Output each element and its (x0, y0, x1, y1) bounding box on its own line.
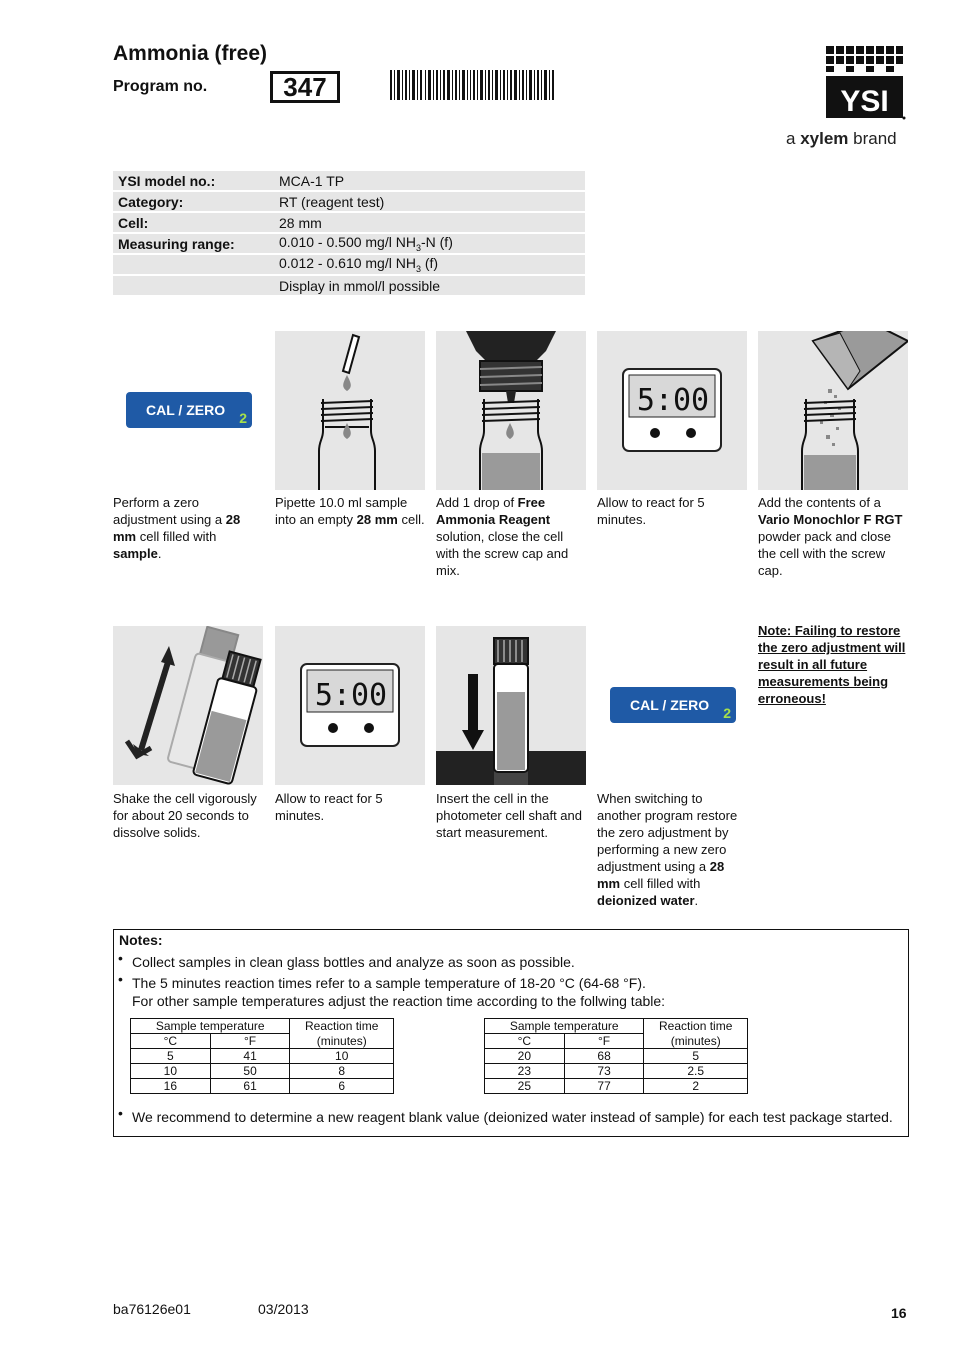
brand-suffix: brand (853, 129, 897, 148)
zero-adjustment-warning: Note: Failing to restore the zero adjustment will result in all future measurements being erroneous! (758, 623, 906, 706)
spec-key: Cell: (113, 213, 274, 232)
program-label: Program no. (113, 78, 208, 95)
spec-row (113, 234, 585, 253)
table-row: 5 41 10 (131, 1049, 394, 1064)
timer-image-1 (597, 331, 747, 490)
range-suffix: (f) (420, 255, 439, 272)
spec-key (113, 255, 274, 274)
col-header: Sample temperature (131, 1019, 290, 1034)
spec-value: RT (reagent test) (274, 192, 585, 211)
range-suffix: -N (f) (420, 234, 453, 251)
table-row: 10 50 8 (131, 1064, 394, 1079)
step-8-caption: Insert the cell in the photometer cell shaft and start measurement. (436, 791, 582, 840)
note-item: Collect samples in clean glass bottles and analyze as soon as possible. (132, 954, 575, 970)
spec-row (113, 171, 585, 190)
bullet-icon: • (118, 950, 123, 966)
range-text: 0.012 - 0.610 mg/l NH (279, 255, 416, 272)
spec-value: 28 mm (274, 213, 585, 232)
step-5-caption: Add the contents of a Vario Monochlor F RGT powder pack and close the cell with the screw cap. (758, 495, 903, 578)
table-row: 16 61 6 (131, 1079, 394, 1094)
spec-value: Display in mmol/l possible (274, 276, 585, 295)
step-1-caption: Perform a zero adjustment using a 28 mm cell filled with sample. (113, 495, 241, 561)
cal-zero-label: CAL / ZERO (630, 697, 710, 713)
note-item: For other sample temperatures adjust the reaction time according to the follwing table: (132, 993, 666, 1009)
powder-pack-image (758, 331, 908, 490)
step-3-caption: Add 1 drop of Free Ammonia Reagent solution, close the cell with the screw cap and mix. (436, 495, 569, 578)
step-4-caption: Allow to react for 5 minutes. (597, 495, 705, 527)
bullet-icon: • (118, 1105, 123, 1121)
step-7-caption: Allow to react for 5 minutes. (275, 791, 383, 823)
spec-value (274, 255, 585, 274)
spec-key: Category: (113, 192, 274, 211)
pipette-image (275, 331, 425, 490)
pipette-icon (275, 331, 425, 490)
cal-zero-button (126, 392, 252, 428)
ysi-logo-icon (826, 46, 906, 122)
table-row: 20 68 5 (485, 1049, 748, 1064)
col-header: Reaction time (644, 1019, 748, 1034)
page-title: Ammonia (free) (113, 42, 268, 65)
temperature-table-right (484, 1018, 748, 1094)
spec-value: MCA-1 TP (274, 171, 585, 190)
range-text: 0.010 - 0.500 mg/l NH (279, 234, 416, 251)
step-6-caption: Shake the cell vigorously for about 20 seconds to dissolve solids. (113, 791, 257, 840)
col-header: °F (210, 1034, 290, 1049)
cal-zero-number: 2 (239, 410, 247, 426)
col-header: Sample temperature (485, 1019, 644, 1034)
powder-pack-icon (758, 331, 908, 490)
timer-display: 5:00 (314, 678, 388, 713)
spec-key: Measuring range: (113, 234, 274, 253)
brand-prefix: a (786, 129, 796, 148)
shake-image (113, 626, 263, 785)
spec-key (113, 276, 274, 295)
cal-zero-number: 2 (723, 705, 731, 721)
spec-key: YSI model no.: (113, 171, 274, 190)
col-header: °F (564, 1034, 644, 1049)
step-2-caption: Pipette 10.0 ml sample into an empty 28 mm cell. (275, 495, 425, 527)
note-item: We recommend to determine a new reagent blank value (deionized water instead of sample) for each test package started. (132, 1109, 893, 1125)
barcode (390, 70, 555, 100)
notes-box (113, 929, 909, 1137)
col-header: (minutes) (290, 1034, 394, 1049)
range-sub: 3 (415, 263, 421, 274)
program-number: 347 (270, 71, 340, 103)
document-date: 03/2013 (258, 1301, 309, 1317)
insert-cell-image (436, 626, 586, 785)
spec-table (113, 169, 585, 297)
note-item: The 5 minutes reaction times refer to a sample temperature of 18-20 °C (64-68 °F). (132, 975, 646, 991)
timer-display: 5:00 (636, 383, 710, 418)
col-header: (minutes) (644, 1034, 748, 1049)
range-sub: 3 (415, 242, 421, 253)
cal-zero-label: CAL / ZERO (146, 402, 226, 418)
brand-line (786, 129, 897, 149)
bullet-icon: • (118, 971, 123, 987)
spec-row (113, 213, 585, 232)
insert-cell-icon (436, 626, 586, 785)
spec-row (113, 192, 585, 211)
reagent-drop-image (436, 331, 586, 490)
temperature-table-left (130, 1018, 394, 1094)
col-header: °C (131, 1034, 211, 1049)
col-header: °C (485, 1034, 565, 1049)
page-number: 16 (891, 1305, 907, 1321)
timer-icon (597, 331, 747, 490)
cal-zero-button-2 (610, 687, 736, 723)
timer-image-2 (275, 626, 425, 785)
table-row: 25 77 2 (485, 1079, 748, 1094)
svg-text:YSI: YSI (840, 85, 889, 118)
document-id: ba76126e01 (113, 1301, 191, 1317)
shake-cell-icon (113, 626, 263, 785)
table-row: 23 73 2.5 (485, 1064, 748, 1079)
notes-heading: Notes: (119, 932, 163, 948)
brand-name: xylem (800, 129, 849, 148)
timer-icon (275, 626, 425, 785)
dropper-bottle-icon (436, 331, 586, 490)
spec-row (113, 255, 585, 274)
col-header: Reaction time (290, 1019, 394, 1034)
spec-value (274, 234, 585, 253)
spec-row (113, 276, 585, 295)
step-9-caption: When switching to another program restore the zero adjustment by performing a new zero adjustment using a 28 mm cell filled with deionized water. (597, 791, 738, 908)
